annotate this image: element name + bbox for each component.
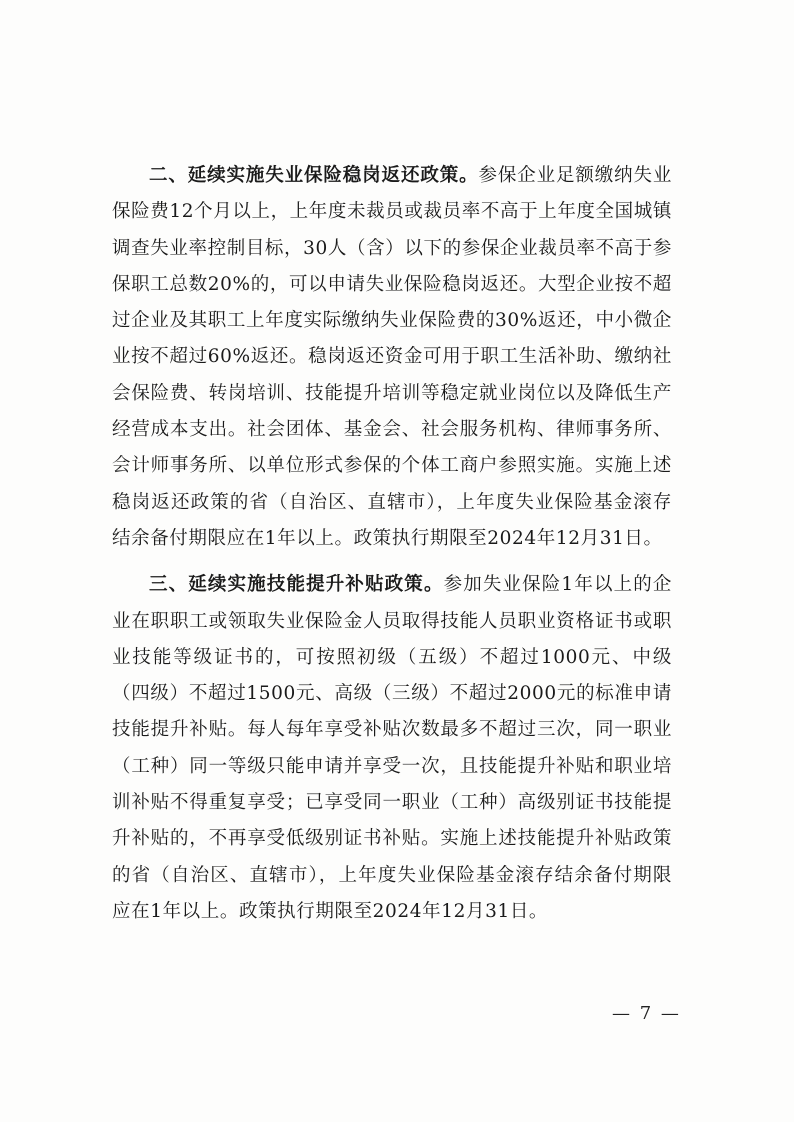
section-three-text: 参加失业保险1年以上的企业在职职工或领取失业保险金人员取得技能人员职业资格证书或职业技能等级证书的，可按照初级（五级）不超过1000元、中级（四级）不超过1500元、高级（三级）不超过2000元的标准申请技能提升补贴。每人每年享受补贴次数最多不超过三次，同一职业（工种）同一等级只能申请并享受一次，且技能提升补贴和职业培训补贴不得重复享受；已享受同一职业（工种）高级别证书技能提升补贴的，不再享受低级别证书补贴。实施上述技能提升补贴政策的省（自治区、直辖市），上年度失业保险基金滚存结余备付期限应在1年以上。政策执行期限至2024年12月31日。 [112, 574, 672, 922]
document-body [112, 158, 672, 930]
section-three-paragraph [112, 567, 672, 930]
section-three-heading: 三、延续实施技能提升补贴政策。 [149, 574, 444, 596]
section-two-text: 参保企业足额缴纳失业保险费12个月以上，上年度未裁员或裁员率不高于上年度全国城镇调查失业率控制目标，30人（含）以下的参保企业裁员率不高于参保职工总数20%的，可以申请失业保险稳岗返还。大型企业按不超过企业及其职工上年度实际缴纳失业保险费的30%返还，中小微企业按不超过60%返还。稳岗返还资金可用于职工生活补助、缴纳社会保险费、转岗培训、技能提升培训等稳定就业岗位以及降低生产经营成本支出。社会团体、基金会、社会服务机构、律师事务所、会计师事务所、以单位形式参保的个体工商户参照实施。实施上述稳岗返还政策的省（自治区、直辖市），上年度失业保险基金滚存结余备付期限应在1年以上。政策执行期限至2024年12月31日。 [112, 165, 672, 549]
section-two-paragraph [112, 158, 672, 557]
section-two-heading: 二、延续实施失业保险稳岗返还政策。 [149, 165, 479, 186]
page-number: — 7 — [612, 1003, 681, 1024]
